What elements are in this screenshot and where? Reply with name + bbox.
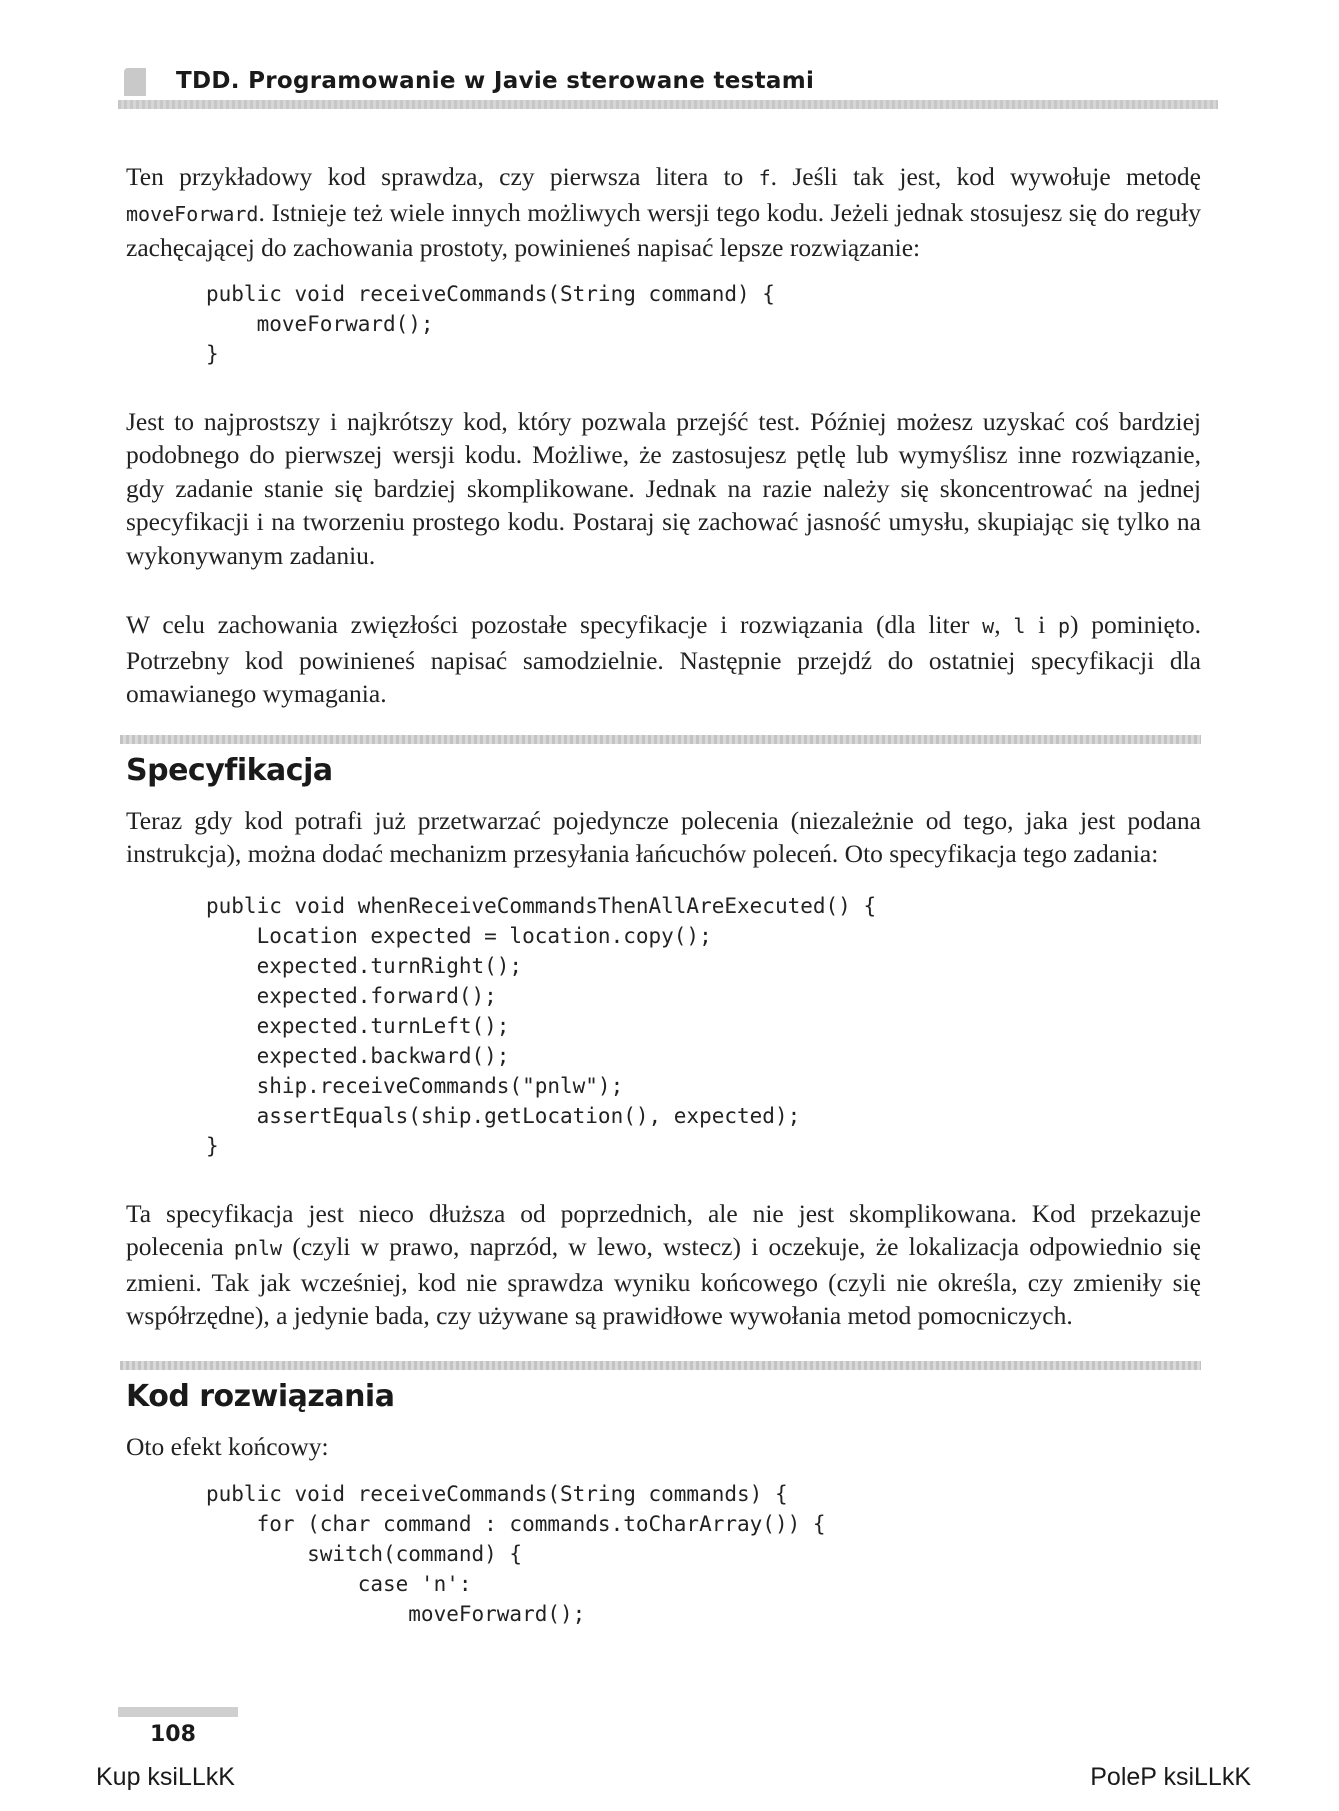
inline-code-w: w — [982, 614, 995, 638]
inline-code-moveforward: moveForward — [126, 201, 259, 226]
inline-code-p: p — [1057, 614, 1070, 638]
code-block-solution: public void receiveCommands(String commands) { for (char command : commands.toCharArray()) { switch(command) { case 'n': moveForward(); — [206, 1482, 826, 1626]
header-tab-marker — [124, 68, 146, 96]
inline-code-l: l — [1013, 614, 1026, 638]
footer-buy-link[interactable]: Kup ksiLLkK — [96, 1763, 235, 1791]
section-divider — [120, 1361, 1201, 1370]
paragraph-spec-explanation: Ta specyfikacja jest nieco dłuższa od poprzednich, ale nie jest skomplikowana. Kod przekazuje polecenia pnlw (czyli w prawo, naprzód, w lewo, wstecz) i oczekuje, że lokalizacja odpowiednio się zmieni. Tak jak wcześniej, kod nie sprawdza wyniku końcowego (czyli nie określa, czy zmieniły się współrzędne), a jedynie bada, czy używane są prawidłowe wywołania metod pomocniczych. — [126, 1198, 1201, 1330]
footer-recommend-link[interactable]: PoleP ksiLLkK — [1090, 1763, 1251, 1791]
page-number: 108 — [150, 1722, 196, 1747]
running-header — [118, 64, 1218, 112]
section-heading-solution: Kod rozwiązania — [126, 1378, 395, 1414]
paragraph-spec-intro: Teraz gdy kod potrafi już przetwarzać pojedyncze polecenia (niezależnie od tego, jaka jest podana instrukcja), można dodać mechanizm przesyłania łańcuchów poleceń. Oto specyfikacja tego zadania: — [126, 805, 1201, 868]
paragraph-simplest-code: Jest to najprostszy i najkrótszy kod, który pozwala przejść test. Później możesz uzyskać coś bardziej podobnego do pierwszej wersji kodu. Możliwe, że zastosujesz pętlę lub wymyślisz inne rozwiązanie, gdy zadanie stanie się bardziej skomplikowane. Jednak na razie należy się skoncentrować na jednej specyfikacji i na tworzeniu prostego kodu. Postaraj się zachować jasność umysłu, skupiając się tylko na wykonywanym zadaniu. — [126, 406, 1201, 570]
paragraph-brevity: W celu zachowania zwięzłości pozostałe specyfikacje i rozwiązania (dla liter w, l i p) pominięto. Potrzebny kod powinieneś napisać samodzielnie. Następnie przejdź do ostatniej specyfikacji dla omawianego wymagania. — [126, 610, 1202, 708]
section-divider — [120, 735, 1201, 744]
header-rule — [118, 100, 1218, 109]
book-title: TDD. Programowanie w Javie sterowane testami — [176, 68, 815, 94]
inline-code-pnlw: pnlw — [233, 1236, 283, 1260]
code-block-specification-test: public void whenReceiveCommandsThenAllAreExecuted() { Location expected = location.copy(); expected.turnRight(); expected.forward(); expected.turnLeft(); expected.backward(); ship.receiveCommands("pnlw"); assertEquals(ship.getLocation(), expected); } — [206, 893, 877, 1158]
inline-code-f: f — [758, 166, 771, 190]
code-block-receive-commands-simple: public void receiveCommands(String command) { moveForward(); } — [206, 281, 775, 366]
paragraph-final-effect: Oto efekt końcowy: — [126, 1431, 329, 1461]
page-number-bar — [118, 1707, 238, 1717]
page-body — [126, 160, 1201, 1665]
paragraph-intro: Ten przykładowy kod sprawdza, czy pierwsza litera to f. Jeśli tak jest, kod wywołuje metodę moveForward. Istnieje też wiele innych możliwych wersji tego kodu. Jeżeli jednak stosujesz się do reguły zachęcającej do zachowania prostoty, powinieneś napisać lepsze rozwiązanie: — [126, 162, 1202, 262]
section-heading-specification: Specyfikacja — [126, 752, 333, 788]
